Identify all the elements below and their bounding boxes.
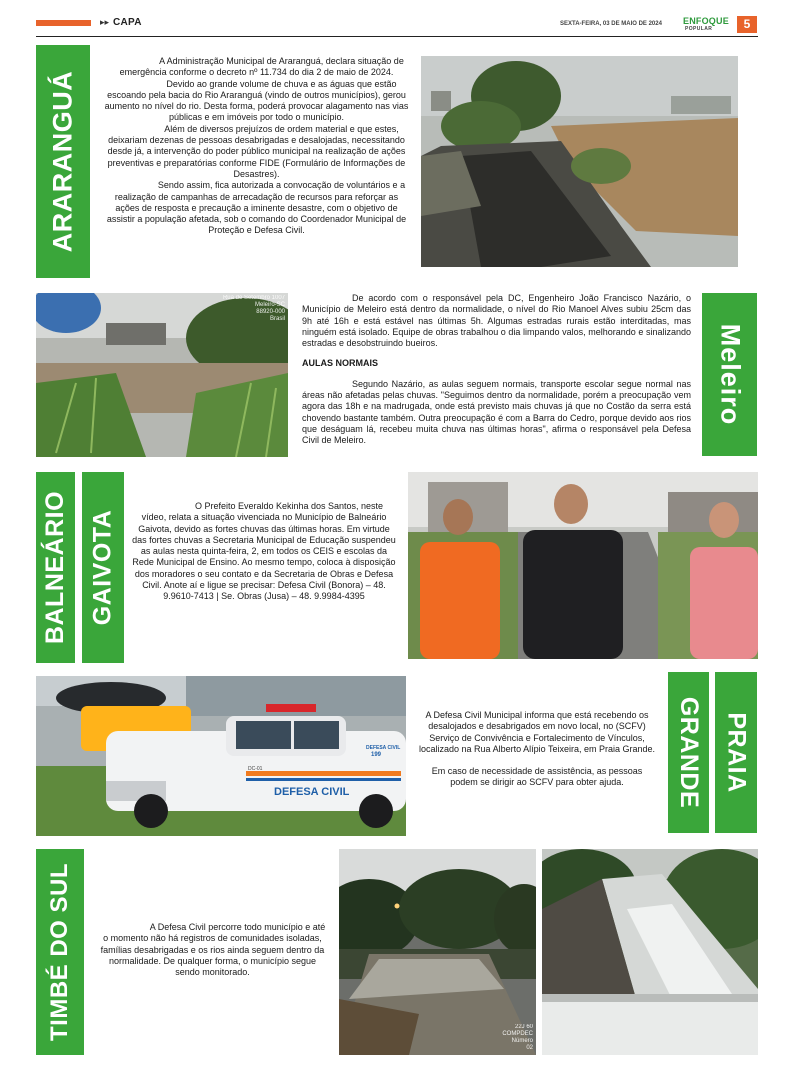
article-ararangua — [104, 56, 409, 237]
article-paragraph: De acordo com o responsável pela DC, Engenheiro João Francisco Nazário, o Município de Meleiro está dentro da normalidade, o nível do Rio Manoel Alves subiu 25cm das 9h até 16h e está estável nas últimas 5h. Algumas estradas rurais estão interditadas, mas ninguém está isolado. Equipe de obras trabalhou o dia limpando valos, melhorando e sinalizando estradas e desobstruindo bueiros. — [302, 293, 691, 349]
photo-timbe-road — [339, 849, 536, 1055]
truck-small-label: DEFESA CIVIL — [366, 745, 401, 751]
article-paragraph: Sendo assim, fica autorizada a convocação de voluntários e a realização de campanhas de arrecadação de recursos para reforçar as ações de resposta e precaução a iminente desastre, com o objetivo de assistir a população afetada, sob o comando do Coordenador Municipal de Proteção e Defesa Civil. — [106, 180, 407, 236]
article-paragraph: Segundo Nazário, as aulas seguem normais, transporte escolar segue normal nas áreas não afetadas pelas chuvas. "Seguimos dentro da normalidade, porém a preocupação vem agora das 18h e na madrugada, onde está previsto mais chuvas já que no Costão da serra está chovendo bastante também. Outra preocupação é com a Barra do Cedro, porque devido aos rios que deságuam lá, recebeu muita chuva nas últimas horas", afirma o responsável pela Defesa Civil de Meleiro. — [302, 378, 691, 446]
label-grande-text: GRANDE — [675, 696, 703, 809]
geotag-line: Brasil — [269, 316, 285, 322]
label-praia — [715, 672, 757, 833]
photo-geotag — [223, 295, 285, 323]
article-meleiro — [302, 293, 691, 447]
truck-label: DEFESA CIVIL — [274, 786, 350, 798]
label-balneario-text: BALNEÁRIO — [41, 490, 70, 645]
label-meleiro-text: Meleiro — [715, 323, 745, 426]
label-timbe-text: TIMBÉ DO SUL — [46, 863, 73, 1041]
article-paragraph: A Defesa Civil Municipal informa que está recebendo os desalojados e desabrigados em novo local, no (SCFV) Serviço de Convivência e Fortalecimento de Vínculos, localizado na Rua Alberto Alípio Teixeira, em Praia Grande. — [419, 710, 655, 754]
page-number: 5 — [737, 16, 757, 33]
article-subhead: AULAS NORMAIS — [302, 358, 378, 369]
publication-logo-sub: POPULAR — [685, 26, 713, 32]
photo-timbe-river — [542, 849, 758, 1055]
article-paragraph: O Prefeito Everaldo Kekinha dos Santos, neste vídeo, relata a situação vivenciada no Município de Balneário Gaivota, devido as fortes chuvas das últimas horas. Em virtude das fortes chuvas a Secretaria Municipal de Educação suspendeu as aulas nesta quinta-feira, 2, em todos os CEIS e escolas da Rede Municipal de Ensino. Ao mesmo tempo, coloca à disposição dos moradores o seu contato e da Secretaria de Obras e Defesa Civil. Anote aí e ligue se precisar: Defesa Civil (Bonora) – 48. 9.9610-7413 | Se. Obras (Jusa) – 48. 9.9984-4395 — [132, 501, 396, 602]
header-divider — [36, 36, 758, 37]
label-balneario — [36, 472, 75, 663]
article-paragraph: A Administração Municipal de Araranguá, declara situação de emergência conforme o decreto nº 11.734 do dia 2 de maio de 2024. — [119, 56, 404, 78]
timestamp-line: COMPDEC — [502, 1031, 533, 1037]
truck-number: 199 — [371, 752, 382, 758]
label-ararangua-text: ARARANGUÁ — [47, 70, 78, 253]
article-praia-grande — [418, 710, 656, 789]
article-paragraph: Devido ao grande volume de chuva e as águas que estão escoando pela bacia do Rio Araranguá (vindo de outros municípios), gerou aumento no nível do rio. Desta forma, poderá provocar alagamento nas vias públicas e em imóveis por todo o município. — [104, 78, 409, 123]
label-grande — [668, 672, 709, 833]
timestamp-line: Número — [511, 1038, 533, 1044]
truck-code: DC-01 — [248, 766, 263, 772]
geotag-line: Rua de Setembro 1007 — [222, 295, 285, 301]
article-paragraph: A Defesa Civil percorre todo município e até o momento não há registros de comunidades isoladas, famílias desabrigadas e os rios ainda seguem dentro da normalidade. De qualquer forma, o município segue sendo monitorado. — [100, 922, 326, 978]
header-accent-bar — [36, 20, 91, 26]
publication-logo: ENFOQUE — [683, 16, 729, 26]
timestamp-line: 02 — [526, 1045, 533, 1051]
geotag-line: Meleiro-SC — [254, 302, 285, 308]
label-timbe-do-sul — [36, 849, 84, 1055]
label-gaivota — [82, 472, 124, 663]
article-timbe — [96, 922, 329, 978]
article-paragraph: Além de diversos prejuízos de ordem material e que estes, deixariam dezenas de pessoas desabrigadas e desalojadas, necessitando desde já, a intervenção do poder público municipal na realização de ações preventivas e preparatórias conforme FIDE (Formulário de Informações de Desastres). — [107, 123, 406, 179]
label-ararangua — [36, 45, 90, 278]
photo-defesa-civil-truck — [36, 676, 406, 836]
issue-date: SEXTA-FEIRA, 03 DE MAIO DE 2024 — [560, 21, 662, 27]
geotag-line: 88920-000 — [256, 309, 285, 315]
article-paragraph: Em caso de necessidade de assistência, as pessoas podem se dirigir ao SCFV para obter ajuda. — [431, 766, 643, 788]
section-title: CAPA — [113, 17, 142, 28]
label-praia-text: PRAIA — [722, 712, 751, 793]
article-gaivota — [132, 501, 396, 603]
timestamp-line: 22J 60 — [514, 1024, 533, 1030]
photo-meleiro-flood — [36, 293, 288, 457]
label-meleiro — [702, 293, 757, 456]
photo-timestamp — [502, 1024, 533, 1052]
label-gaivota-text: GAIVOTA — [88, 509, 117, 626]
photo-gaivota-officials — [408, 472, 758, 659]
photo-ararangua-river — [421, 56, 738, 267]
double-chevron-right-icon: ▸▸ — [100, 17, 110, 27]
